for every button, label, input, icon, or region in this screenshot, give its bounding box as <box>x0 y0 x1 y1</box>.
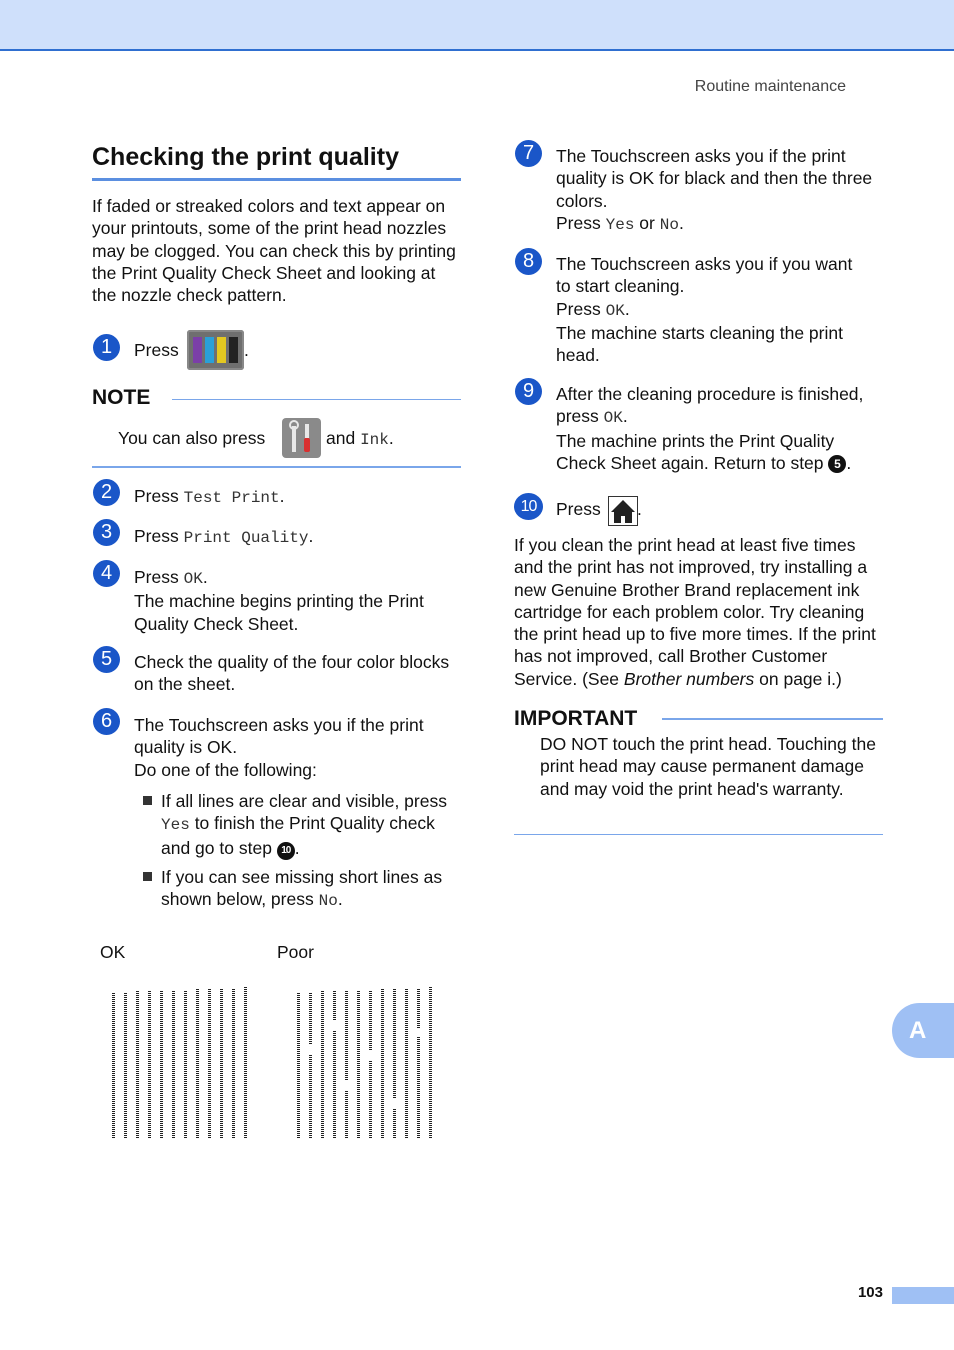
intro-paragraph: If faded or streaked colors and text appear on your printouts, some of the print head nozzles may be clogged. You can check this by printing the Print Quality Check Sheet and looking at the nozzle check pattern. <box>92 196 456 306</box>
important-rule-top <box>662 718 883 720</box>
title-underline <box>92 178 461 181</box>
bullet-marker <box>143 796 152 805</box>
note-rule-bottom <box>92 466 461 468</box>
step-number-7: 7 <box>515 140 542 167</box>
tools-icon-graphic <box>282 418 321 458</box>
step-10-text: Press <box>556 499 601 519</box>
step-6-text: The Touchscreen asks you if the print quality is OK. Do one of the following: <box>134 715 424 780</box>
tools-icon[interactable] <box>282 418 321 458</box>
no-command: No <box>318 892 338 911</box>
page-number: 103 <box>857 1284 883 1301</box>
ok-nozzle-pattern <box>108 985 253 1145</box>
step-1-text: Press <box>134 340 179 360</box>
closing-paragraph: If you clean the print head at least five times and the print has not improved, try installing a new Genuine Brother Brand replacement ink cartridge for each problem color. Try cleaning the print head up to five more times. If the print has not improved, call Brother Customer Service. (See Brother numbers on page i.) <box>514 535 876 689</box>
top-band <box>0 0 954 51</box>
ok-pattern-lines <box>112 987 248 1139</box>
step-number-10: 10 <box>514 493 543 520</box>
step-4-text: Press OK. The machine begins printing the Print Quality Check Sheet. <box>134 567 424 634</box>
step-2-text: Press Test Print. <box>134 486 285 507</box>
step-number-5: 5 <box>93 646 120 673</box>
note-heading: NOTE <box>92 386 151 409</box>
step-ref-5: 5 <box>828 455 846 473</box>
important-text: DO NOT touch the print head. Touching the print head may cause permanent damage and may void the print head's warranty. <box>540 734 876 799</box>
poor-sample-label: Poor <box>277 942 314 962</box>
yes-command: Yes <box>161 816 190 835</box>
step-number-6: 6 <box>93 708 120 735</box>
step-number-2: 2 <box>93 479 120 506</box>
step-number-8: 8 <box>515 248 542 275</box>
step-8-text: The Touchscreen asks you if you want to start cleaning. Press OK. The machine starts cleaning the print head. <box>556 254 853 366</box>
print-quality-command: Print Quality <box>183 529 309 547</box>
step-5-text: Check the quality of the four color blocks on the sheet. <box>134 652 450 695</box>
step-number-1: 1 <box>93 334 120 361</box>
important-rule-bottom <box>514 834 883 835</box>
note-rule-top <box>172 399 461 400</box>
step-1-period: . <box>244 340 249 360</box>
home-icon[interactable] <box>608 496 638 526</box>
ok-command: OK <box>603 409 623 428</box>
yes-command: Yes <box>605 215 635 234</box>
running-header: Routine maintenance <box>694 78 846 95</box>
ink-cartridges-icon[interactable] <box>187 330 244 370</box>
step-7-text: The Touchscreen asks you if the print quality is OK for black and then the three colors. Press Yes or No. <box>556 146 873 234</box>
test-print-command: Test Print <box>183 489 280 507</box>
step-3-text: Press Print Quality. <box>134 526 314 547</box>
step-9-text: After the cleaning procedure is finished, press OK. The machine prints the Print Quality Check Sheet again. Return to step 5 . <box>556 384 864 473</box>
step-6-bullet-1: If all lines are clear and visible, press Yes to finish the Print Quality check and go to step 10 . <box>161 791 447 858</box>
page-title: Checking the print quality <box>92 143 399 171</box>
poor-pattern-lines <box>297 987 433 1139</box>
poor-nozzle-pattern <box>293 985 438 1145</box>
ink-command: Ink <box>360 431 389 449</box>
step-10-period: . <box>637 499 642 519</box>
page-number-bar <box>892 1287 954 1304</box>
ok-command: OK <box>183 570 203 588</box>
appendix-tab: A <box>892 1003 954 1058</box>
ok-sample-label: OK <box>100 942 126 962</box>
home-icon-graphic <box>609 497 637 525</box>
important-heading: IMPORTANT <box>514 707 638 730</box>
step-number-3: 3 <box>93 519 120 546</box>
note-text-a: You can also press <box>118 428 266 448</box>
step-ref-10: 10 <box>277 842 295 860</box>
step-6-bullet-2: If you can see missing short lines as shown below, press No. <box>161 867 443 911</box>
ok-command: OK <box>605 301 625 320</box>
step-number-9: 9 <box>515 378 542 405</box>
no-command: No <box>659 215 679 234</box>
step-number-4: 4 <box>93 560 120 587</box>
bullet-marker <box>143 872 152 881</box>
note-text-b: and Ink. <box>326 428 394 449</box>
